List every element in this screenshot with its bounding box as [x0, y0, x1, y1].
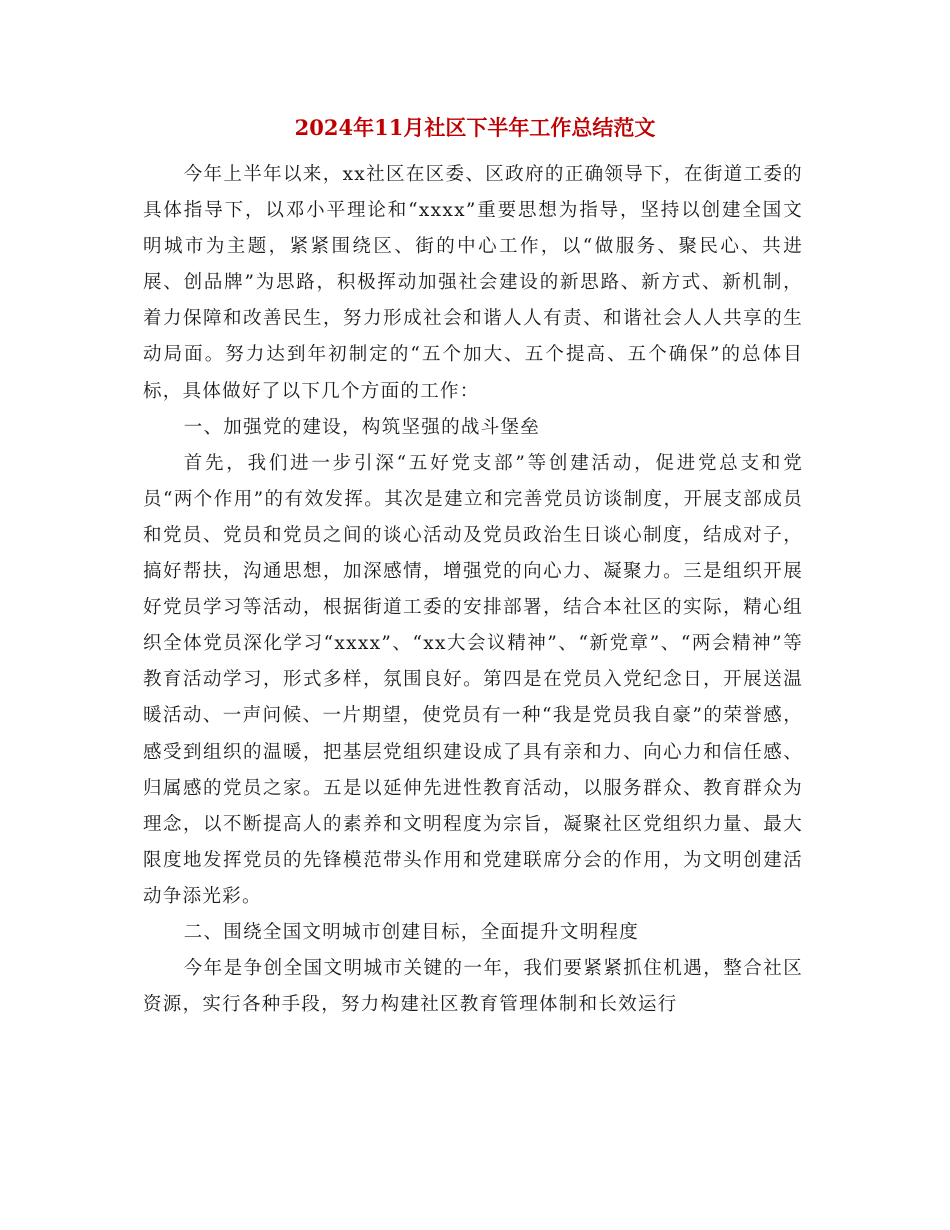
party-building-paragraph: 首先，我们进一步引深“五好党支部”等创建活动，促进党总支和党员“两个作用”的有效发挥。其次是建立和完善党员访谈制度，开展支部成员和党员、党员和党员之间的谈心活动及党员政治生日谈心制度，结成对子，搞好帮扶，沟通思想，加深感情，增强党的向心力、凝聚力。三是组织开展好党员学习等活动，根据街道工委的安排部署，结合本社区的实际，精心组织全体党员深化学习“xxxx”、“xx大会议精神”、“新党章”、“两会精神”等教育活动学习，形式多样，氛围良好。第四是在党员入党纪念日，开展送温暖活动、一声问候、一片期望，使党员有一种“我是党员我自豪”的荣誉感，感受到组织的温暖，把基层党组织建设成了具有亲和力、向心力和信任感、归属感的党员之家。五是以延伸先进性教育活动，以服务群众、教育群众为理念，以不断提高人的素养和文明程度为宗旨，凝聚社区党组织力量、最大限度地发挥党员的先锋模范带头作用和党建联席分会的作用，为文明创建活动争添光彩。 [143, 452, 803, 907]
section-heading-civilized-city: 二、围绕全国文明城市创建目标，全面提升文明程度 [183, 921, 640, 943]
civilized-city-paragraph: 今年是争创全国文明城市关键的一年，我们要紧紧抓住机遇，整合社区资源，实行各种手段，努力构建社区教育管理体制和长效运行 [143, 958, 803, 1016]
section-heading-party-building: 一、加强党的建设，构筑坚强的战斗堡垒 [183, 416, 541, 438]
document-body [143, 157, 803, 1023]
intro-paragraph: 今年上半年以来，xx社区在区委、区政府的正确领导下，在街道工委的具体指导下，以邓小平理论和“xxxx”重要思想为指导，坚持以创建全国文明城市为主题，紧紧围绕区、街的中心工作，以“做服务、聚民心、共进展、创品牌”为思路，积极挥动加强社会建设的新思路、新方式、新机制，着力保障和改善民生，努力形成社会和谐人人有责、和谐社会人人共享的生动局面。努力达到年初制定的“五个加大、五个提高、五个确保”的总体目标，具体做好了以下几个方面的工作： [143, 164, 803, 402]
document-title: 2024年11月社区下半年工作总结范文 [294, 115, 656, 140]
